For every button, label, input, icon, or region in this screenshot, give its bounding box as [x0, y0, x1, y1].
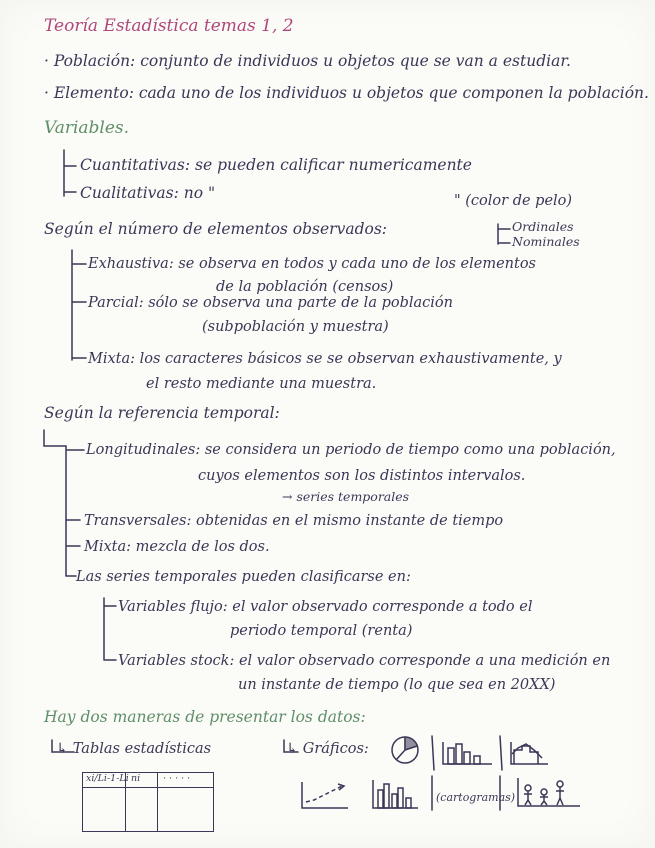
bar-chart-icon [440, 738, 494, 768]
ordinales-label: Ordinales [512, 219, 574, 234]
table-header-ni: ni [131, 773, 141, 784]
line-chart-icon [296, 778, 352, 814]
pie-chart-icon [388, 732, 424, 768]
stock-line-1: Variables stock: el valor observado corresponde a una medición en [118, 653, 611, 669]
numero-heading: Según el número de elementos observados: [44, 220, 388, 238]
flujo-line-1: Variables flujo: el valor observado corresponde a todo el [118, 599, 533, 615]
cartograma-label: (cartogramas) [436, 791, 516, 804]
transversales-text: Transversales: obtenidas en el mismo instante de tiempo [84, 513, 504, 529]
mixta-line-2: el resto mediante una muestra. [146, 376, 377, 392]
stock-line-2: un instante de tiempo (lo que sea en 20XX) [238, 677, 556, 693]
cuantitativas-text: Cuantitativas: se pueden calificar numericamente [80, 156, 472, 174]
histogram-polygon-icon [508, 738, 550, 768]
cualitativas-text: Cualitativas: no " [80, 184, 216, 202]
definition-poblacion: · Población: conjunto de individuos u objetos que se van a estudiar. [44, 52, 571, 70]
exhaustiva-line-1: Exhaustiva: se observa en todos y cada uno de los elementos [88, 256, 536, 272]
exhaustiva-line-2: de la población (censos) [216, 279, 394, 295]
mixta-temporal-text: Mixta: mezcla de los dos. [84, 539, 270, 555]
cualitativas-example: " (color de pelo) [454, 193, 573, 209]
tablas-label: ↳ Tablas estadísticas [56, 741, 212, 757]
longitudinales-line-1: Longitudinales: se considera un periodo de tiempo como una población, [86, 442, 616, 458]
mixta-line-1: Mixta: los caracteres básicos se se observan exhaustivamente, y [88, 351, 562, 367]
parcial-line-1: Parcial: sólo se observa una parte de la población [88, 295, 453, 311]
series-heading: Las series temporales pueden clasificarse en: [76, 569, 411, 585]
page-title: Teoría Estadística temas 1, 2 [44, 16, 294, 36]
table-header-xi: xi/Li-1-Li [86, 773, 129, 784]
graficos-label: ↳ Gráficos: [286, 741, 369, 757]
variables-heading: Variables. [44, 118, 130, 138]
longitudinales-line-2: cuyos elementos son los distintos intervalos. [198, 468, 526, 484]
flujo-line-2: periodo temporal (renta) [230, 623, 413, 639]
definition-elemento: · Elemento: cada uno de los individuos u objetos que componen la población. [44, 84, 649, 102]
temporal-heading: Según la referencia temporal: [44, 404, 280, 422]
example-table [82, 772, 214, 832]
table-divider [157, 773, 158, 831]
table-header-more: · · · · · [163, 773, 191, 784]
presentacion-heading: Hay dos maneras de presentar los datos: [44, 708, 366, 726]
parcial-line-2: (subpoblación y muestra) [202, 319, 389, 335]
series-temporales-note: → series temporales [282, 489, 410, 504]
nominales-label: Nominales [512, 234, 580, 249]
grouped-bar-icon [370, 776, 420, 812]
pictogram-icon [514, 774, 584, 810]
